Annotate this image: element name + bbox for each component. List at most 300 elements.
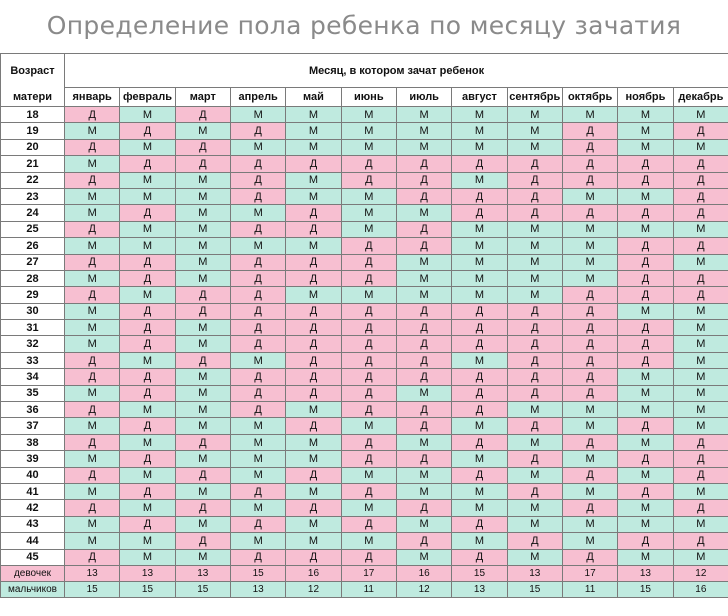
boy-cell: М: [452, 500, 507, 516]
girl-cell: Д: [120, 303, 175, 319]
girl-cell: Д: [120, 336, 175, 352]
girl-cell: Д: [286, 385, 341, 401]
girl-cell: Д: [507, 172, 562, 188]
mother-age-cell: 30: [1, 303, 65, 319]
boy-cell: М: [230, 467, 285, 483]
girl-cell: Д: [65, 221, 120, 237]
girl-cell: Д: [618, 172, 673, 188]
girls-count-cell: 12: [673, 565, 728, 581]
girl-cell: Д: [286, 221, 341, 237]
girl-cell: Д: [175, 533, 230, 549]
mother-age-cell: 28: [1, 270, 65, 286]
girl-cell: Д: [120, 451, 175, 467]
boys-count-cell: 13: [230, 581, 285, 597]
girl-cell: Д: [341, 172, 396, 188]
girl-cell: Д: [562, 369, 617, 385]
girl-cell: Д: [230, 123, 285, 139]
boy-cell: М: [452, 139, 507, 155]
table-row: [1, 434, 728, 450]
boy-cell: М: [120, 238, 175, 254]
girl-cell: Д: [673, 205, 728, 221]
girls-count-cell: 13: [507, 565, 562, 581]
mother-age-cell: 25: [1, 221, 65, 237]
girl-cell: Д: [562, 205, 617, 221]
boy-cell: М: [673, 107, 728, 123]
mother-age-cell: 36: [1, 402, 65, 418]
girl-cell: Д: [175, 352, 230, 368]
boy-cell: М: [673, 320, 728, 336]
girl-cell: Д: [618, 156, 673, 172]
boy-cell: М: [452, 221, 507, 237]
girl-cell: Д: [341, 336, 396, 352]
boys-count-label: мальчиков: [1, 581, 65, 597]
boy-cell: М: [175, 549, 230, 565]
month-header: август: [452, 88, 507, 107]
boy-cell: М: [230, 139, 285, 155]
boy-cell: М: [396, 139, 451, 155]
table-row: [1, 205, 728, 221]
table-row: [1, 123, 728, 139]
boy-cell: М: [562, 533, 617, 549]
month-header: март: [175, 88, 230, 107]
boy-cell: М: [120, 533, 175, 549]
boy-cell: М: [452, 352, 507, 368]
boy-cell: М: [230, 238, 285, 254]
boys-count-cell: 15: [175, 581, 230, 597]
boy-cell: М: [175, 320, 230, 336]
month-header: октябрь: [562, 88, 617, 107]
boy-cell: М: [341, 533, 396, 549]
girls-count-cell: 13: [618, 565, 673, 581]
boys-count-cell: 15: [65, 581, 120, 597]
table-row: [1, 549, 728, 565]
boy-cell: М: [65, 516, 120, 532]
mother-age-cell: 27: [1, 254, 65, 270]
boy-cell: М: [175, 369, 230, 385]
boy-cell: М: [175, 238, 230, 254]
boy-cell: М: [452, 107, 507, 123]
girl-cell: Д: [452, 156, 507, 172]
boy-cell: М: [230, 434, 285, 450]
boy-cell: М: [452, 287, 507, 303]
boy-cell: М: [507, 434, 562, 450]
boy-cell: М: [175, 172, 230, 188]
boy-cell: М: [120, 402, 175, 418]
girl-cell: Д: [65, 434, 120, 450]
girl-cell: Д: [618, 320, 673, 336]
mother-age-cell: 24: [1, 205, 65, 221]
girl-cell: Д: [175, 467, 230, 483]
mother-age-cell: 34: [1, 369, 65, 385]
month-header: май: [286, 88, 341, 107]
table-row: [1, 188, 728, 204]
girl-cell: Д: [452, 369, 507, 385]
girl-cell: Д: [175, 156, 230, 172]
boy-cell: М: [175, 188, 230, 204]
girl-cell: Д: [562, 320, 617, 336]
girl-cell: Д: [396, 238, 451, 254]
girl-cell: Д: [341, 369, 396, 385]
boy-cell: М: [341, 467, 396, 483]
girl-cell: Д: [562, 172, 617, 188]
boy-cell: М: [396, 549, 451, 565]
girl-cell: Д: [673, 287, 728, 303]
boys-count-row: [1, 581, 728, 597]
boy-cell: М: [507, 516, 562, 532]
boy-cell: М: [120, 549, 175, 565]
girl-cell: Д: [452, 320, 507, 336]
boy-cell: М: [341, 107, 396, 123]
boy-cell: М: [396, 483, 451, 499]
boy-cell: М: [507, 500, 562, 516]
table-row: [1, 156, 728, 172]
girl-cell: Д: [396, 369, 451, 385]
girl-cell: Д: [65, 369, 120, 385]
girl-cell: Д: [562, 287, 617, 303]
girl-cell: Д: [396, 418, 451, 434]
boy-cell: М: [673, 221, 728, 237]
girls-count-label: девочек: [1, 565, 65, 581]
girl-cell: Д: [65, 352, 120, 368]
girl-cell: Д: [562, 385, 617, 401]
header-row-caption: [1, 54, 728, 88]
girl-cell: Д: [673, 238, 728, 254]
boy-cell: М: [230, 533, 285, 549]
girl-cell: Д: [230, 549, 285, 565]
girl-cell: Д: [230, 385, 285, 401]
boy-cell: М: [562, 418, 617, 434]
mother-age-cell: 44: [1, 533, 65, 549]
girl-cell: Д: [120, 123, 175, 139]
boy-cell: М: [65, 270, 120, 286]
boy-cell: М: [507, 123, 562, 139]
boy-cell: М: [562, 238, 617, 254]
boy-cell: М: [65, 320, 120, 336]
boy-cell: М: [507, 238, 562, 254]
boy-cell: М: [673, 369, 728, 385]
mother-age-cell: 38: [1, 434, 65, 450]
girl-cell: Д: [673, 270, 728, 286]
boys-count-cell: 12: [396, 581, 451, 597]
girl-cell: Д: [507, 483, 562, 499]
girls-count-cell: 17: [341, 565, 396, 581]
boy-cell: М: [230, 451, 285, 467]
girl-cell: Д: [230, 254, 285, 270]
girl-cell: Д: [286, 254, 341, 270]
girl-cell: Д: [673, 123, 728, 139]
girl-cell: Д: [286, 320, 341, 336]
girl-cell: Д: [507, 320, 562, 336]
boy-cell: М: [286, 139, 341, 155]
boy-cell: М: [341, 221, 396, 237]
girl-cell: Д: [396, 352, 451, 368]
table-row: [1, 369, 728, 385]
girl-cell: Д: [618, 451, 673, 467]
boy-cell: М: [120, 139, 175, 155]
boy-cell: М: [175, 205, 230, 221]
boy-cell: М: [507, 402, 562, 418]
girl-cell: Д: [562, 500, 617, 516]
boy-cell: М: [673, 418, 728, 434]
boy-cell: М: [65, 483, 120, 499]
girl-cell: Д: [230, 270, 285, 286]
table-row: [1, 287, 728, 303]
boy-cell: М: [65, 123, 120, 139]
boy-cell: М: [65, 385, 120, 401]
girls-count-row: [1, 565, 728, 581]
girl-cell: Д: [65, 500, 120, 516]
boy-cell: М: [65, 205, 120, 221]
girl-cell: Д: [120, 418, 175, 434]
girl-cell: Д: [341, 352, 396, 368]
girl-cell: Д: [286, 270, 341, 286]
girl-cell: Д: [618, 205, 673, 221]
girl-cell: Д: [396, 188, 451, 204]
boy-cell: М: [673, 483, 728, 499]
mother-age-cell: 39: [1, 451, 65, 467]
boy-cell: М: [175, 254, 230, 270]
girl-cell: Д: [618, 352, 673, 368]
month-header: июль: [396, 88, 451, 107]
boy-cell: М: [175, 385, 230, 401]
table-row: [1, 254, 728, 270]
boys-count-cell: 16: [673, 581, 728, 597]
boy-cell: М: [452, 483, 507, 499]
girl-cell: Д: [341, 254, 396, 270]
girl-cell: Д: [452, 385, 507, 401]
girl-cell: Д: [120, 205, 175, 221]
boy-cell: М: [120, 188, 175, 204]
girl-cell: Д: [230, 483, 285, 499]
table-row: [1, 533, 728, 549]
girl-cell: Д: [507, 205, 562, 221]
mother-age-cell: 29: [1, 287, 65, 303]
mother-age-cell: 32: [1, 336, 65, 352]
boy-cell: М: [562, 188, 617, 204]
girl-cell: Д: [396, 303, 451, 319]
boy-cell: М: [562, 270, 617, 286]
girl-cell: Д: [507, 533, 562, 549]
girl-cell: Д: [562, 303, 617, 319]
girls-count-cell: 13: [65, 565, 120, 581]
girl-cell: Д: [120, 270, 175, 286]
boy-cell: М: [618, 467, 673, 483]
girls-count-cell: 15: [230, 565, 285, 581]
girl-cell: Д: [65, 139, 120, 155]
table-row: [1, 172, 728, 188]
girl-cell: Д: [673, 467, 728, 483]
mother-age-cell: 20: [1, 139, 65, 155]
boys-count-cell: 13: [452, 581, 507, 597]
girl-cell: Д: [120, 369, 175, 385]
boys-count-cell: 12: [286, 581, 341, 597]
boy-cell: М: [618, 402, 673, 418]
boy-cell: М: [396, 205, 451, 221]
mother-age-cell: 45: [1, 549, 65, 565]
girl-cell: Д: [65, 287, 120, 303]
boy-cell: М: [396, 107, 451, 123]
boy-cell: М: [341, 287, 396, 303]
boy-cell: М: [396, 270, 451, 286]
boy-cell: М: [673, 254, 728, 270]
girl-cell: Д: [286, 352, 341, 368]
girl-cell: Д: [120, 516, 175, 532]
girl-cell: Д: [175, 107, 230, 123]
boy-cell: М: [452, 418, 507, 434]
boy-cell: М: [120, 287, 175, 303]
boy-cell: М: [562, 402, 617, 418]
boy-cell: М: [341, 123, 396, 139]
age-header-top: Возраст: [1, 54, 65, 88]
girl-cell: Д: [673, 156, 728, 172]
girl-cell: Д: [120, 385, 175, 401]
boys-count-cell: 11: [562, 581, 617, 597]
conception-table: [0, 53, 728, 598]
boy-cell: М: [230, 352, 285, 368]
boy-cell: М: [507, 287, 562, 303]
girl-cell: Д: [230, 221, 285, 237]
boy-cell: М: [452, 172, 507, 188]
girl-cell: Д: [230, 303, 285, 319]
age-header-bottom: матери: [1, 88, 65, 107]
boy-cell: М: [175, 451, 230, 467]
boy-cell: М: [65, 418, 120, 434]
boy-cell: М: [120, 500, 175, 516]
boy-cell: М: [507, 467, 562, 483]
girl-cell: Д: [341, 270, 396, 286]
boy-cell: М: [507, 107, 562, 123]
girl-cell: Д: [341, 483, 396, 499]
girl-cell: Д: [230, 287, 285, 303]
mother-age-cell: 40: [1, 467, 65, 483]
boy-cell: М: [396, 385, 451, 401]
table-row: [1, 336, 728, 352]
girl-cell: Д: [286, 500, 341, 516]
table-row: [1, 500, 728, 516]
boy-cell: М: [65, 303, 120, 319]
boy-cell: М: [396, 254, 451, 270]
girl-cell: Д: [396, 320, 451, 336]
girl-cell: Д: [562, 336, 617, 352]
girl-cell: Д: [562, 434, 617, 450]
girl-cell: Д: [618, 238, 673, 254]
mother-age-cell: 23: [1, 188, 65, 204]
girl-cell: Д: [507, 303, 562, 319]
girl-cell: Д: [341, 303, 396, 319]
girl-cell: Д: [618, 287, 673, 303]
table-row: [1, 352, 728, 368]
girl-cell: Д: [175, 287, 230, 303]
girl-cell: Д: [175, 434, 230, 450]
mother-age-cell: 35: [1, 385, 65, 401]
girl-cell: Д: [452, 467, 507, 483]
boy-cell: М: [396, 434, 451, 450]
boy-cell: М: [120, 467, 175, 483]
boy-cell: М: [618, 303, 673, 319]
month-header: февраль: [120, 88, 175, 107]
table-row: [1, 402, 728, 418]
boy-cell: М: [507, 270, 562, 286]
boy-cell: М: [286, 107, 341, 123]
boy-cell: М: [286, 172, 341, 188]
boy-cell: М: [341, 139, 396, 155]
boy-cell: М: [396, 123, 451, 139]
boy-cell: М: [396, 467, 451, 483]
girl-cell: Д: [507, 385, 562, 401]
month-header: июнь: [341, 88, 396, 107]
table-row: [1, 467, 728, 483]
month-header: ноябрь: [618, 88, 673, 107]
boy-cell: М: [230, 205, 285, 221]
girl-cell: Д: [673, 451, 728, 467]
girl-cell: Д: [562, 123, 617, 139]
girl-cell: Д: [341, 451, 396, 467]
girl-cell: Д: [120, 254, 175, 270]
girl-cell: Д: [673, 500, 728, 516]
boy-cell: М: [452, 451, 507, 467]
boy-cell: М: [175, 402, 230, 418]
boy-cell: М: [562, 221, 617, 237]
girl-cell: Д: [452, 549, 507, 565]
table-row: [1, 107, 728, 123]
table-row: [1, 483, 728, 499]
girl-cell: Д: [230, 516, 285, 532]
boy-cell: М: [175, 221, 230, 237]
boy-cell: М: [673, 549, 728, 565]
girl-cell: Д: [230, 402, 285, 418]
boy-cell: М: [618, 107, 673, 123]
mother-age-cell: 33: [1, 352, 65, 368]
girls-count-cell: 13: [120, 565, 175, 581]
mother-age-cell: 37: [1, 418, 65, 434]
girls-count-cell: 13: [175, 565, 230, 581]
girl-cell: Д: [618, 533, 673, 549]
girl-cell: Д: [341, 320, 396, 336]
girl-cell: Д: [673, 172, 728, 188]
boy-cell: М: [673, 402, 728, 418]
boy-cell: М: [507, 254, 562, 270]
girl-cell: Д: [230, 188, 285, 204]
boy-cell: М: [286, 123, 341, 139]
girl-cell: Д: [65, 402, 120, 418]
table-row: [1, 238, 728, 254]
girl-cell: Д: [396, 451, 451, 467]
boy-cell: М: [507, 549, 562, 565]
girl-cell: Д: [286, 467, 341, 483]
boy-cell: М: [673, 352, 728, 368]
girl-cell: Д: [618, 270, 673, 286]
girl-cell: Д: [286, 303, 341, 319]
boy-cell: М: [286, 483, 341, 499]
boy-cell: М: [286, 238, 341, 254]
boy-cell: М: [618, 188, 673, 204]
boy-cell: М: [120, 172, 175, 188]
girl-cell: Д: [120, 156, 175, 172]
boy-cell: М: [507, 139, 562, 155]
girl-cell: Д: [452, 188, 507, 204]
boy-cell: М: [120, 352, 175, 368]
girl-cell: Д: [618, 336, 673, 352]
boys-count-cell: 11: [341, 581, 396, 597]
girl-cell: Д: [65, 107, 120, 123]
mother-age-cell: 22: [1, 172, 65, 188]
girl-cell: Д: [230, 156, 285, 172]
girl-cell: Д: [396, 533, 451, 549]
boy-cell: М: [452, 270, 507, 286]
boys-count-cell: 15: [120, 581, 175, 597]
boy-cell: М: [341, 205, 396, 221]
boy-cell: М: [175, 336, 230, 352]
